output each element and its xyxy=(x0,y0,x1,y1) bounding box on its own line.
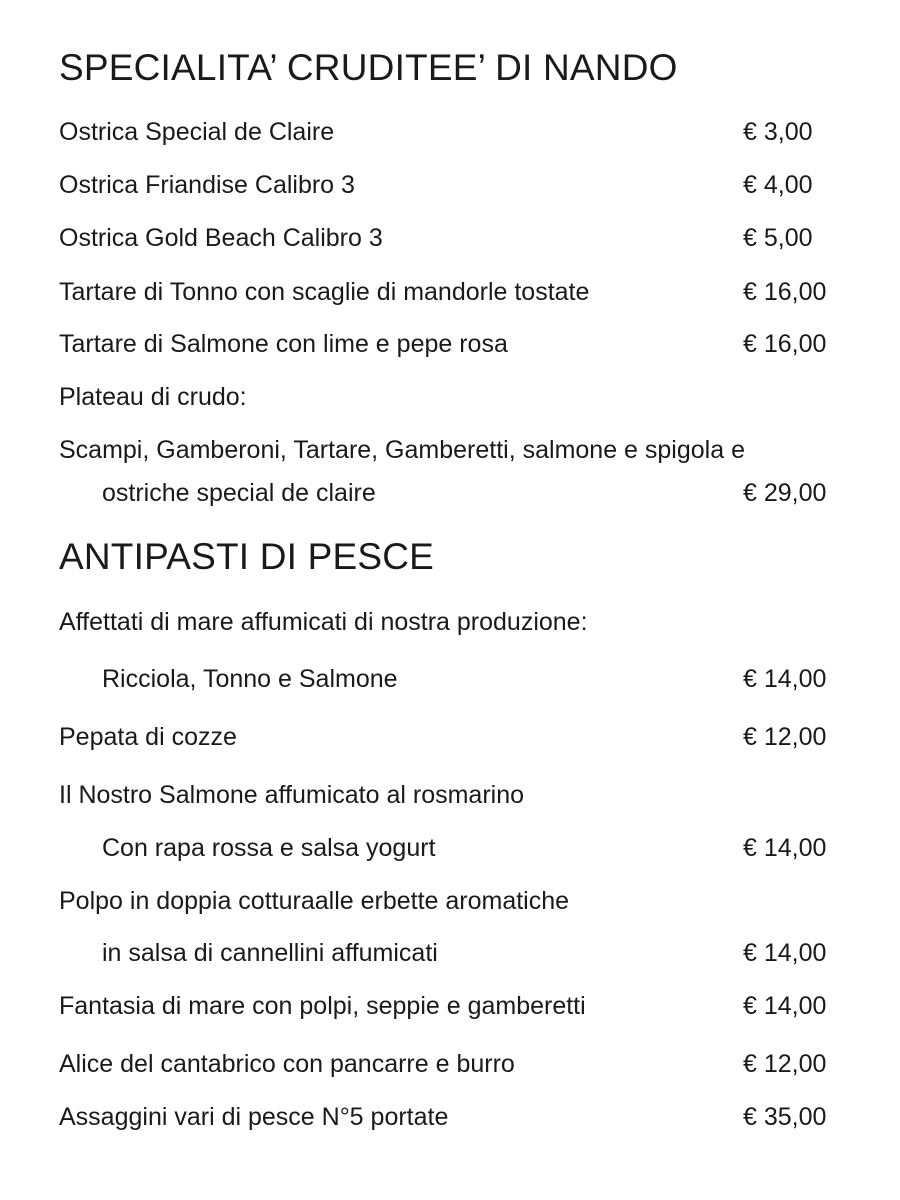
menu-item-subline: in salsa di cannellini affumicati xyxy=(102,939,438,967)
section-title-crudite: SPECIALITA’ CRUDITEE’ DI NANDO xyxy=(59,47,678,88)
menu-item-subline: Con rapa rossa e salsa yogurt xyxy=(102,834,436,862)
menu-item-name: Pepata di cozze xyxy=(59,723,237,751)
menu-item-name: Tartare di Tonno con scaglie di mandorle tostate xyxy=(59,278,590,306)
menu-item-name: Affettati di mare affumicati di nostra produzione: xyxy=(59,608,588,636)
menu-item-price: € 16,00 xyxy=(743,278,827,306)
menu-item-price: € 12,00 xyxy=(743,1050,827,1078)
menu-item-price: € 35,00 xyxy=(743,1103,827,1131)
plateau-label: Plateau di crudo: xyxy=(59,383,247,411)
menu-item-price: € 16,00 xyxy=(743,330,827,358)
menu-item-name: Ostrica Friandise Calibro 3 xyxy=(59,171,355,199)
menu-item-name: Il Nostro Salmone affumicato al rosmarino xyxy=(59,781,525,809)
section-title-antipasti: ANTIPASTI DI PESCE xyxy=(59,536,435,577)
menu-item-name: Fantasia di mare con polpi, seppie e gamberetti xyxy=(59,992,586,1020)
menu-item-name: Tartare di Salmone con lime e pepe rosa xyxy=(59,330,508,358)
menu-item-price: € 5,00 xyxy=(743,224,813,252)
menu-item-price: € 14,00 xyxy=(743,939,827,967)
menu-item-price: € 12,00 xyxy=(743,723,827,751)
menu-item-price: € 14,00 xyxy=(743,992,827,1020)
menu-item-subline: Ricciola, Tonno e Salmone xyxy=(102,665,398,693)
menu-item-price: € 3,00 xyxy=(743,118,813,146)
menu-item-name: Polpo in doppia cotturaalle erbette aromatiche xyxy=(59,887,570,915)
menu-item-price: € 14,00 xyxy=(743,834,827,862)
menu-item-name: Ostrica Special de Claire xyxy=(59,118,335,146)
menu-item-price: € 4,00 xyxy=(743,171,813,199)
menu-item-price: € 14,00 xyxy=(743,665,827,693)
menu-item-name: Ostrica Gold Beach Calibro 3 xyxy=(59,224,383,252)
menu-item-name: Assaggini vari di pesce N°5 portate xyxy=(59,1103,449,1131)
menu-item-name: Alice del cantabrico con pancarre e burro xyxy=(59,1050,515,1078)
plateau-description-continued: ostriche special de claire xyxy=(102,479,376,507)
plateau-price: € 29,00 xyxy=(743,479,827,507)
plateau-description: Scampi, Gamberoni, Tartare, Gamberetti, salmone e spigola e xyxy=(59,436,745,464)
